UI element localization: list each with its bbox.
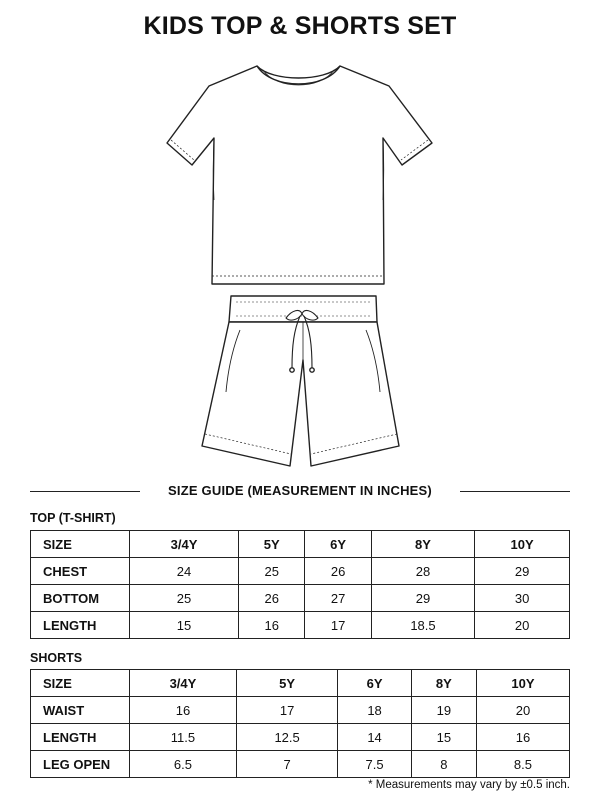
- table-row: [31, 612, 570, 639]
- table-cell: 6.5: [130, 751, 237, 778]
- row-label: BOTTOM: [31, 585, 130, 612]
- table-header-row: [31, 531, 570, 558]
- table-cell: 7: [236, 751, 337, 778]
- table-cell: 29: [371, 585, 474, 612]
- header-cell: 6Y: [305, 531, 371, 558]
- table-cell: 7.5: [338, 751, 412, 778]
- table-header-row: [31, 670, 570, 697]
- shorts-section-label: SHORTS: [30, 651, 83, 665]
- table-cell: 28: [371, 558, 474, 585]
- table-cell: 15: [411, 724, 476, 751]
- header-cell: 5Y: [236, 670, 337, 697]
- header-cell: 8Y: [411, 670, 476, 697]
- table-cell: 18.5: [371, 612, 474, 639]
- table-row: [31, 585, 570, 612]
- table-row: [31, 751, 570, 778]
- table-cell: 11.5: [130, 724, 237, 751]
- table-cell: 8: [411, 751, 476, 778]
- header-cell: 5Y: [239, 531, 305, 558]
- table-cell: 15: [130, 612, 239, 639]
- table-cell: 30: [475, 585, 570, 612]
- shorts-size-table: [30, 669, 570, 778]
- table-cell: 29: [475, 558, 570, 585]
- tshirt-sketch: [167, 66, 432, 284]
- row-label: LENGTH: [31, 724, 130, 751]
- table-cell: 8.5: [476, 751, 569, 778]
- table-row: [31, 724, 570, 751]
- table-cell: 17: [236, 697, 337, 724]
- size-guide-header: [30, 482, 570, 502]
- header-cell: 10Y: [475, 531, 570, 558]
- top-size-table: [30, 530, 570, 639]
- table-row: [31, 558, 570, 585]
- table-cell: 16: [476, 724, 569, 751]
- table-cell: 27: [305, 585, 371, 612]
- table-cell: 26: [305, 558, 371, 585]
- divider-right: [460, 491, 570, 492]
- table-cell: 25: [239, 558, 305, 585]
- table-cell: 18: [338, 697, 412, 724]
- table-cell: 24: [130, 558, 239, 585]
- row-label: LENGTH: [31, 612, 130, 639]
- header-cell: 3/4Y: [130, 670, 237, 697]
- row-label: CHEST: [31, 558, 130, 585]
- size-guide-title: SIZE GUIDE (MEASUREMENT IN INCHES): [168, 483, 432, 498]
- header-cell: SIZE: [31, 531, 130, 558]
- table-cell: 25: [130, 585, 239, 612]
- table-cell: 20: [475, 612, 570, 639]
- table-cell: 17: [305, 612, 371, 639]
- top-section-label: TOP (T-SHIRT): [30, 511, 116, 525]
- header-cell: 10Y: [476, 670, 569, 697]
- garment-illustration: [150, 52, 450, 472]
- header-cell: 3/4Y: [130, 531, 239, 558]
- table-cell: 16: [239, 612, 305, 639]
- row-label: LEG OPEN: [31, 751, 130, 778]
- row-label: WAIST: [31, 697, 130, 724]
- table-cell: 20: [476, 697, 569, 724]
- page-title: KIDS TOP & SHORTS SET: [143, 12, 457, 40]
- table-cell: 19: [411, 697, 476, 724]
- header-cell: SIZE: [31, 670, 130, 697]
- table-row: [31, 697, 570, 724]
- header-cell: 6Y: [338, 670, 412, 697]
- shorts-sketch: [202, 296, 399, 466]
- table-cell: 12.5: [236, 724, 337, 751]
- header-cell: 8Y: [371, 531, 474, 558]
- table-cell: 14: [338, 724, 412, 751]
- measurement-footnote: * Measurements may vary by ±0.5 inch.: [368, 779, 570, 791]
- table-cell: 16: [130, 697, 237, 724]
- table-cell: 26: [239, 585, 305, 612]
